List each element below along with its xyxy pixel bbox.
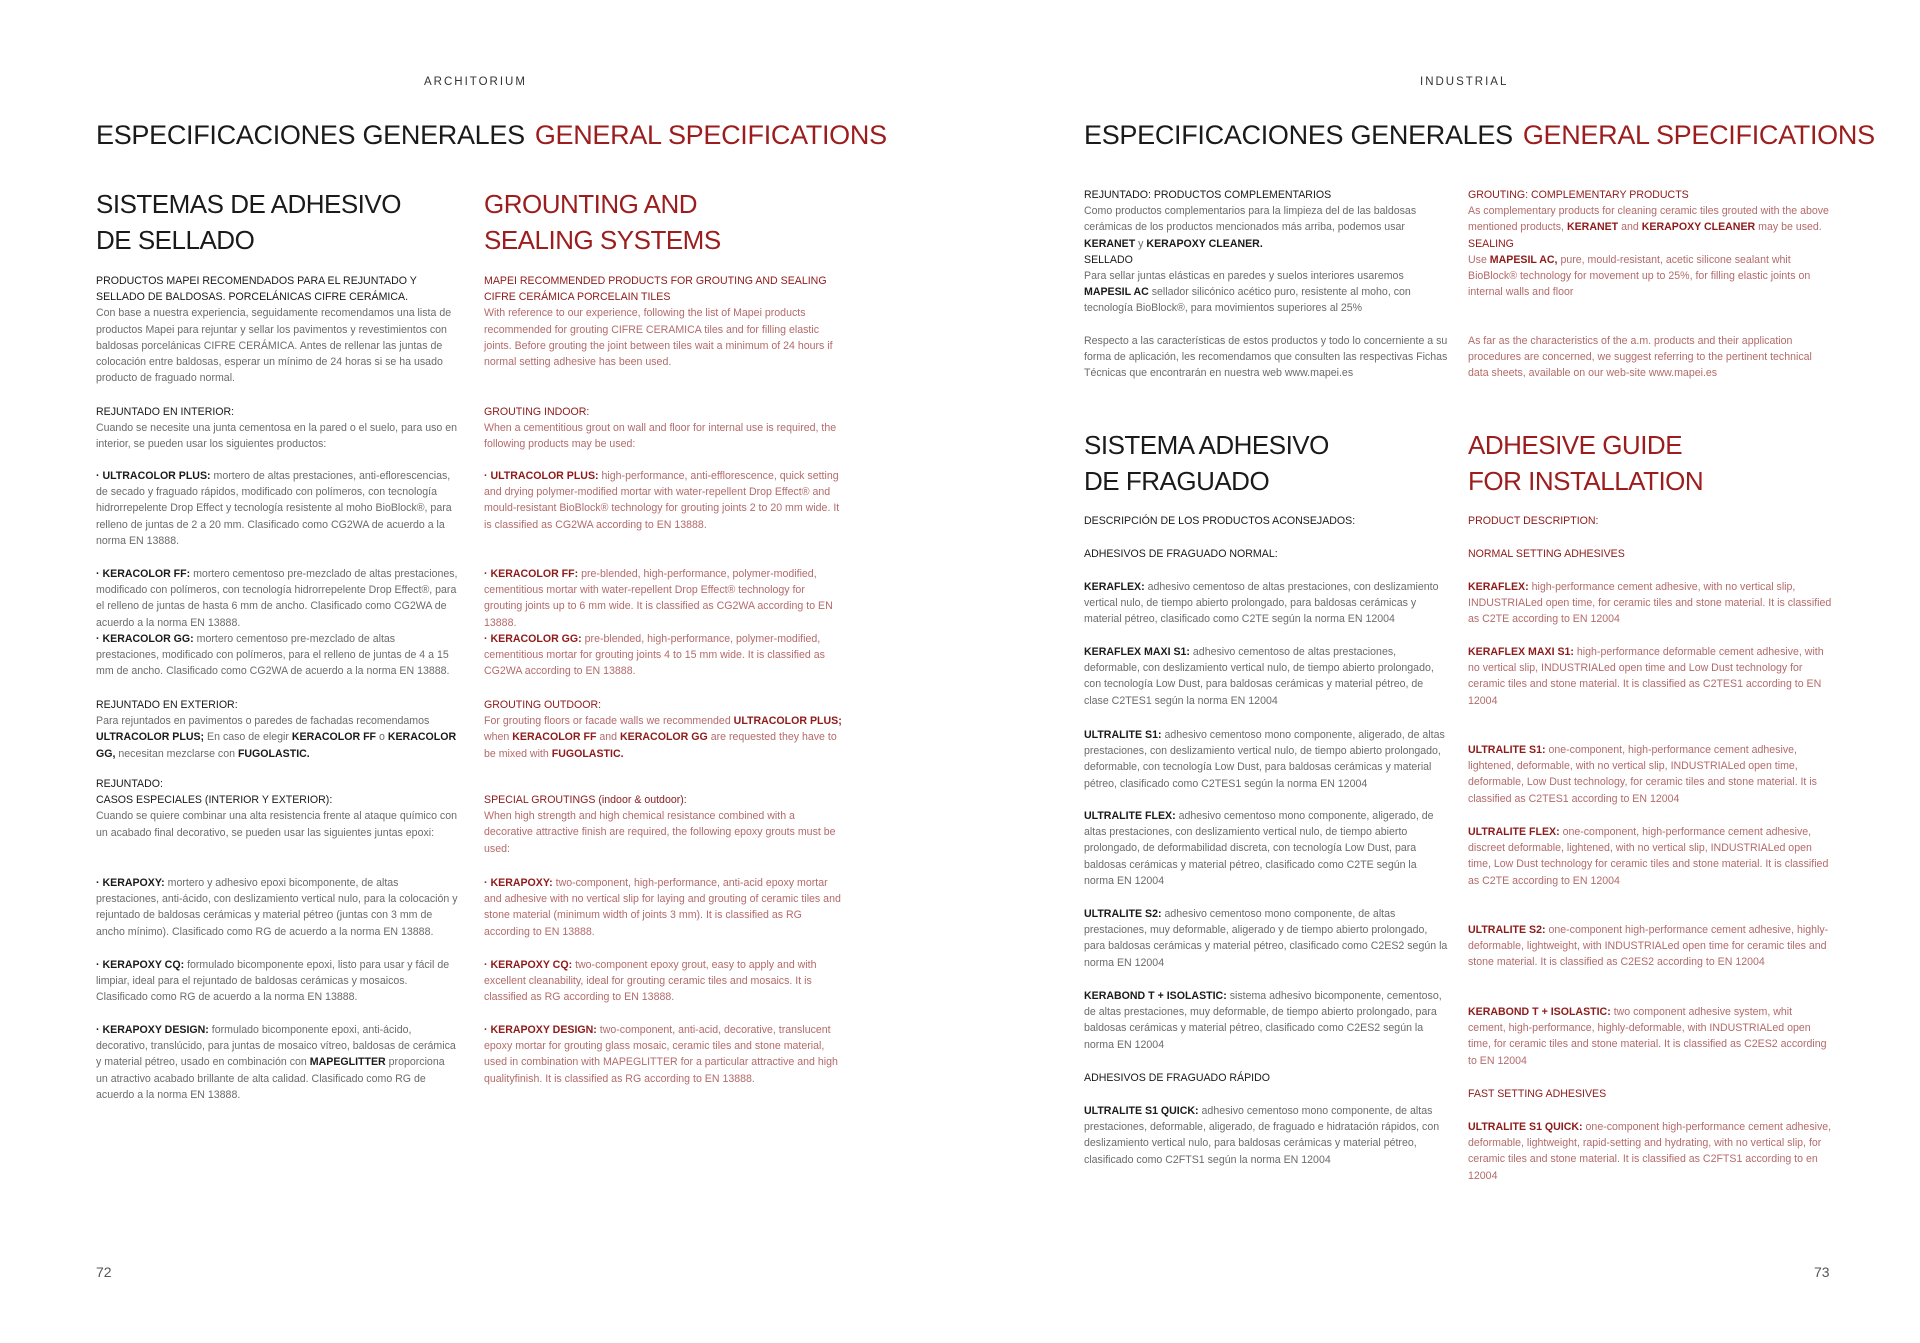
product-description: high-performance deformable cement adhesive, with no vertical slip, INDUSTRIALed open time and Low Dust technology for ceramic tiles and stone material. It is classified as C2TES1 according to EN 12004 [1468,646,1824,707]
technical-sheets-note [1468,333,1832,382]
product-description: two-component, anti-acid, decorative, translucent epoxy mortar for grouting glass mosaic, ceramic tiles and stone material, used in combination with MAPEGLITTER for a particular attractive and high qualityfinish. It is classified as RG according to EN 13888. [484,1024,838,1085]
product-description: formulado bicomponente epoxi, anti-ácido, decorativo, translúcido, para juntas de mosaico vítreo, baldosas de cerámica y material pétreo, usado en combinación con [96,1024,456,1069]
product-name: · KERAPOXY CQ: [96,959,185,971]
product-description: one-component, high-performance cement adhesive, discreet deformable, lightened, with no vertical slip, INDUSTRIALed open time, Low Dust technology for ceramic tiles and stone material. It is classified as C2TE according to EN 12004 [1468,826,1829,887]
normal-setting-heading [1468,546,1832,562]
product-name: KERAFLEX MAXI S1: [1468,646,1574,658]
product-description: formulado bicomponente epoxi, listo para usar y fácil de limpiar, ideal para el rejuntado de baldosas cerámicas y mosaicos. Clasificado como RG de acuerdo a la norma EN 13888. [96,959,450,1004]
page-title-es: ESPECIFICACIONES GENERALES [1084,120,1513,150]
spanish-column [96,0,458,1343]
normal-setting-heading-text: ADHESIVOS DE FRAGUADO NORMAL: [1084,548,1278,560]
sealing-body: Use [1468,253,1487,266]
special-block [484,792,846,857]
page-title-en: GENERAL SPECIFICATIONS [534,120,887,150]
product-name: MAPEGLITTER [309,1056,386,1069]
intro-body: With reference to our experience, following the list of Mapei products recommended for grouting CIFRE CERAMICA tiles and for filling elastic joints. Before grouting the joint between tiles wait a minimum of 24 hours if normal setting adhesive has been used. [484,307,833,369]
product-name: · ULTRACOLOR PLUS: [484,470,599,482]
exterior-text: Para rejuntados en pavimentos o paredes de fachadas recomendamos [96,715,430,728]
complementary-heading: REJUNTADO: PRODUCTOS COMPLEMENTARIOS [1084,189,1332,201]
product-item [96,875,458,940]
description-heading [1468,513,1832,529]
section-title-line-2: FOR INSTALLATION [1468,466,1704,496]
exterior-text: o [378,731,385,744]
product-name: · ULTRACOLOR PLUS: [96,470,211,482]
product-item [1468,1004,1832,1069]
product-item [1084,906,1448,971]
product-item [1084,988,1448,1053]
product-item [1468,742,1832,807]
page-title-es: ESPECIFICACIONES GENERALES [96,120,525,150]
product-item [96,566,458,631]
section-title [484,186,846,258]
product-item [96,1022,458,1103]
product-name: ULTRALITE S1: [1468,744,1546,756]
product-description: adhesivo cementoso mono componente, de altas prestaciones, muy deformable, aligerado y de tiempo abierto prolongado, para baldosas cerámicas y material pétreo, clasificado como C2ES2 según la norma EN 12004 [1084,908,1448,969]
product-description: two-component epoxy grout, easy to apply and with excellent cleanability, ideal for grouting ceramic tiles and mosaics. It is classified as RG according to EN 13888. [484,959,817,1004]
english-column [484,0,846,1343]
english-column [1468,0,1832,1343]
intro-body: Con base a nuestra experiencia, seguidamente recomendamos una lista de productos Mapei para rejuntar y sellar los pavimentos y revestimientos con baldosas porcelánicas CIFRE CERÁMICA. Antes de rellenar las juntas de colocación entre baldosas, esperar un mínimo de 24 horas si se ha usado producto de fraguado normal. [96,307,452,385]
product-description: adhesivo cementoso mono componente, aligerado, de altas prestaciones, con deslizamiento vertical nulo, de tiempo abierto prolongado, deformable, con tecnología Low Dust, para baldosas cerámicas y material pétreo, clasificado como C2TES1 según la norma EN 12004 [1084,729,1445,790]
sealing-heading: SELLADO [1084,253,1133,266]
product-item [96,631,458,680]
product-description: one-component high-performance cement adhesive, highly-deformable, lightweight, with INDUSTRIALed open time for ceramic tiles and stone material. It is classified as C2ES2 according to EN 12004 [1468,924,1829,969]
product-name: KERABOND T + ISOLASTIC: [1084,990,1227,1002]
product-name: MAPESIL AC [1084,286,1149,299]
product-item [484,875,846,940]
product-item [1084,1103,1448,1168]
description-heading-text: DESCRIPCIÓN DE LOS PRODUCTOS ACONSEJADOS: [1084,515,1356,527]
product-item [1084,727,1448,792]
product-item [1084,644,1448,709]
exterior-block [96,697,458,762]
sealing-heading: SEALING [1468,237,1514,250]
section-title [1468,427,1832,499]
product-item [484,631,846,680]
exterior-text: necesitan mezclarse con [118,747,235,760]
product-item [1468,644,1832,709]
section-title-line-1: SISTEMAS DE ADHESIVO [96,189,401,219]
exterior-heading: GROUTING OUTDOOR: [484,699,602,711]
intro-heading: PRODUCTOS MAPEI RECOMENDADOS PARA EL REJUNTADO Y SELLADO DE BALDOSAS. PORCELÁNICAS CIFRE CERÁMICA. [96,275,417,304]
interior-body: Cuando se necesite una junta cementosa en la pared o el suelo, para uso en interior, se pueden usar los siguientes productos: [96,422,458,451]
complementary-body: and [1621,221,1639,234]
section-title-line-1: ADHESIVE GUIDE [1468,430,1683,460]
fast-setting-heading [1468,1086,1832,1102]
product-name: KERACOLOR GG, [96,731,457,760]
running-head: INDUSTRIAL [1420,76,1509,88]
section-title-line-2: DE FRAGUADO [1084,466,1270,496]
sealing-body: sellador silicónico acético puro, resistente al moho, con tecnología BioBlock®, para movimientos superiores al 25% [1084,286,1411,315]
product-description: adhesivo cementoso de altas prestaciones, deformable, con deslizamiento vertical nulo, de tiempo abierto prolongado, con tecnología Low Dust, para baldosas cerámicas y material pétreo, de clase C2TES1 según la norma EN 12004 [1084,646,1434,707]
product-description: proporciona un atractivo acabado brillante de alta calidad. Clasificado como RG de acuerdo a la norma EN 13888. [96,1056,445,1101]
product-description: high-performance, anti-efflorescence, quick setting and drying polymer-modified mortar with water-repellent Drop Effect® and mould-resistant BioBlock® technology for grouting joints 2 to 20 mm wide. It is classified as CG2WA according to EN 13888. [484,470,840,531]
product-name: · KERAPOXY DESIGN: [484,1024,597,1036]
product-item [96,468,458,549]
product-item [484,468,846,533]
special-heading: SPECIAL GROUTINGS (indoor & outdoor): [484,794,687,806]
product-name: · KERAPOXY: [96,877,165,889]
product-item [96,957,458,1006]
product-name: ULTRALITE S1: [1084,729,1162,741]
intro-block [96,273,458,386]
product-description: one-component high-performance cement adhesive, deformable, lightweight, rapid-setting and hydrating, with no vertical slip, for ceramic tiles and stone material. It is classified as C2FTS1 according to en 12004 [1468,1121,1832,1182]
product-name: KERAFLEX: [1468,581,1529,593]
sealing-body: pure, mould-resistant, acetic silicone sealant whit BioBlock® technology for movement up to 25%, for filling elastic joints on internal walls and floor [1468,253,1811,299]
product-name: · KERACOLOR FF: [96,568,191,580]
product-item [1468,824,1832,889]
product-name: KERAPOXY CLEANER [1641,221,1756,234]
product-description: adhesivo cementoso mono componente, aligerado, de altas prestaciones, con deslizamiento vertical nulo, de tiempo abierto prolongado, de deformabilidad discreta, con tecnología Low Dust, para baldosas cerámicas y material pétreo, clasificado como C2TE según la norma EN 12004 [1084,810,1434,887]
special-body: When high strength and high chemical resistance combined with a decorative attractive finish are required, the following epoxy grouts must be used: [484,810,836,855]
product-name: · KERACOLOR FF: [484,568,579,580]
technical-sheets-note [1084,333,1448,382]
complementary-body: y [1138,237,1144,250]
product-name: · KERAPOXY: [484,877,553,889]
product-name: KERACOLOR FF [512,731,597,744]
fast-setting-heading [1084,1070,1448,1086]
product-description: one-component, high-performance cement adhesive, lightened, deformable, with no vertical slip, INDUSTRIALed open time, deformable, Low Dust technology, for ceramic tiles and stone material. It is classified as C2TES1 according to EN 12004 [1468,744,1817,805]
product-name: KERABOND T + ISOLASTIC: [1468,1006,1611,1018]
product-name: KERAFLEX: [1084,581,1145,593]
interior-heading: GROUTING INDOOR: [484,406,590,418]
product-description: mortero cementoso pre-mezclado de altas prestaciones, modificado con polímeros, para el relleno de juntas de 4 a 15 mm de ancho. Clasificado como CG2WA de acuerdo a la norma EN 13888. [96,633,450,678]
product-item [1468,922,1832,971]
interior-heading: REJUNTADO EN INTERIOR: [96,406,235,418]
section-title-line-2: DE SELLADO [96,225,255,255]
product-item [484,957,846,1006]
product-description: mortero y adhesivo epoxi bicomponente, de altas prestaciones, anti-ácido, con deslizamiento vertical nulo, para la colocación y rejuntado de baldosas cerámicas y material pétreo (juntas con 3 mm de ancho mínimo). Clasificado como RG de acuerdo a la norma EN 13888. [96,877,458,938]
product-item [1468,579,1832,628]
page-number: 73 [1814,1264,1830,1280]
interior-block [484,404,846,453]
complementary-block [1468,187,1832,300]
product-name: FUGOLASTIC. [237,747,310,760]
fast-setting-heading-text: FAST SETTING ADHESIVES [1468,1088,1607,1100]
interior-body: When a cementitious grout on wall and floor for internal use is required, the following products may be used: [484,422,837,451]
product-item [1084,808,1448,889]
product-name: MAPESIL AC, [1489,253,1558,266]
complementary-body: may be used. [1758,221,1822,234]
section-title-line-1: GROUNTING AND [484,189,698,219]
intro-heading: MAPEI RECOMMENDED PRODUCTS FOR GROUTING AND SEALING CIFRE CERÁMICA PORCELAIN TILES [484,275,827,304]
product-item [484,1022,846,1087]
product-item [484,566,846,631]
product-item [1084,579,1448,628]
special-heading: CASOS ESPECIALES (INTERIOR Y EXTERIOR): [96,794,333,807]
fast-setting-heading-text: ADHESIVOS DE FRAGUADO RÁPIDO [1084,1072,1271,1084]
product-item [1468,1119,1832,1184]
special-block [96,776,458,841]
product-name: · KERACOLOR GG: [96,633,194,645]
product-name: · KERACOLOR GG: [484,633,582,645]
section-title-line-1: SISTEMA ADHESIVO [1084,430,1329,460]
special-body: Cuando se quiere combinar una alta resistencia frente al ataque químico con un acabado final decorativo, se pueden usar las siguientes juntas epoxi: [96,810,457,839]
section-title [96,186,458,258]
description-heading-text: PRODUCT DESCRIPTION: [1468,515,1599,527]
product-description: sistema adhesivo bicomponente, cementoso, de altas prestaciones, muy deformable, de tiempo abierto prolongado, para baldosas cerámicas y material pétreo, clasificado como C2ES2 según la norma EN 12004 [1084,990,1442,1051]
product-name: KERACOLOR FF [291,731,377,744]
product-name: · KERAPOXY CQ: [484,959,573,971]
product-name: KERACOLOR GG [620,731,708,744]
product-name: KERAPOXY CLEANER. [1146,237,1263,250]
product-name: ULTRALITE S2: [1084,908,1162,920]
complementary-body: Como productos complementarios para la limpieza del de las baldosas cerámicas de los productos mencionados más arriba, podemos usar [1084,205,1417,234]
product-name: ULTRALITE S1 QUICK: [1084,1105,1199,1117]
description-heading [1084,513,1448,529]
interior-block [96,404,458,453]
exterior-text: For grouting floors or facade walls we recommended [484,715,731,728]
product-name: ULTRALITE S1 QUICK: [1468,1121,1583,1133]
product-name: ULTRACOLOR PLUS; [733,715,842,728]
technical-sheets-body: As far as the characteristics of the a.m. products and their application procedures are concerned, we suggest referring to the pertinent technical data sheets, available on our web-site www.mapei.es [1468,335,1812,380]
product-description: mortero de altas prestaciones, anti-eflorescencias, de secado y fraguado rápidos, modificado con polímeros, con tecnología hidrorrepelente Drop Effect y tecnología resistente al moho BioBlock®, para relleno de juntas de 2 a 20 mm. Clasificado como CG2WA de acuerdo a la norma EN 13888. [96,470,452,547]
product-name: KERANET [1566,221,1619,234]
product-description: adhesivo cementoso de altas prestaciones, con deslizamiento vertical nulo, de tiempo abierto prolongado, para baldosas cerámicas y material pétreo, clasificado como C2TE según la norma EN 12004 [1084,581,1439,626]
section-title-line-2: SEALING SYSTEMS [484,225,721,255]
normal-setting-heading [1084,546,1448,562]
section-title [1084,427,1448,499]
special-heading: REJUNTADO: [96,778,163,790]
product-description: two component adhesive system, whit cement, high-performance, highly-deformable, with INDUSTRIALed open time, for ceramic tiles and stone material. It is classified as C2ES2 according to EN 12004 [1468,1006,1827,1067]
intro-block [484,273,846,370]
right-page [960,0,1920,1343]
product-name: KERANET [1084,237,1136,250]
product-description: mortero cementoso pre-mezclado de altas prestaciones, modificado con polímeros, con tecnología hidrorrepelente Drop Effect®, para el relleno de juntas de hasta 6 mm de ancho. Clasificado como CG2WA de acuerdo a la norma EN 13888. [96,568,458,629]
product-name: ULTRALITE FLEX: [1468,826,1560,838]
running-head: ARCHITORIUM [424,76,527,88]
product-name: ULTRALITE S2: [1468,924,1546,936]
page-title-en: GENERAL SPECIFICATIONS [1522,120,1875,150]
product-description: pre-blended, high-performance, polymer-modified, cementitious mortar with water-repellent Drop Effect® technology for grouting joints up to 6 mm wide. It is classified as CG2WA according to EN 13888. [484,568,833,629]
exterior-block [484,697,846,762]
exterior-heading: REJUNTADO EN EXTERIOR: [96,699,238,711]
product-description: pre-blended, high-performance, polymer-modified, cementitious mortar for grouting joints 4 to 15 mm wide. It is classified as CG2WA according to EN 13888. [484,633,825,678]
exterior-text: and [599,731,618,744]
product-name: KERAFLEX MAXI S1: [1084,646,1190,658]
complementary-heading: GROUTING: COMPLEMENTARY PRODUCTS [1468,189,1689,201]
product-name: ULTRACOLOR PLUS; [96,731,205,744]
normal-setting-heading-text: NORMAL SETTING ADHESIVES [1468,548,1625,560]
complementary-block [1084,187,1448,317]
complementary-body: As complementary products for cleaning ceramic tiles grouted with the above mentioned products, [1468,205,1829,234]
exterior-text: are requested they have to be mixed with [484,731,837,760]
product-name: ULTRALITE FLEX: [1084,810,1176,822]
exterior-text: En caso de elegir [207,731,289,744]
technical-sheets-body: Respecto a las características de estos productos y todo lo concerniente a su forma de aplicación, les recomendamos que consulten las respectivas Fichas Técnicas que encontrarán en nuestra web www.mapei.es [1084,335,1448,380]
product-description: high-performance cement adhesive, with no vertical slip, INDUSTRIALed open time, for ceramic tiles and stone material. It is classified as C2TE according to EN 12004 [1468,581,1832,626]
sealing-body: Para sellar juntas elásticas en paredes y suelos interiores usaremos [1084,270,1404,283]
spanish-column [1084,0,1448,1343]
product-name: · KERAPOXY DESIGN: [96,1024,209,1036]
product-description: adhesivo cementoso mono componente, de altas prestaciones, deformable, aligerado, de fraguado e hidratación rápidos, con deslizamiento vertical nulo, para baldosas cerámicas y material pétreo, clasificado como C2FTS1 según la norma EN 12004 [1084,1105,1440,1166]
product-description: two-component, high-performance, anti-acid epoxy mortar and adhesive with no vertical slip for laying and grouting of ceramic tiles and stone material (minimum width of joints 3 mm). It is classified as RG according to EN 13888. [484,877,841,938]
exterior-text: when [484,731,510,744]
product-name: FUGOLASTIC. [551,747,624,760]
page-number: 72 [96,1264,112,1280]
